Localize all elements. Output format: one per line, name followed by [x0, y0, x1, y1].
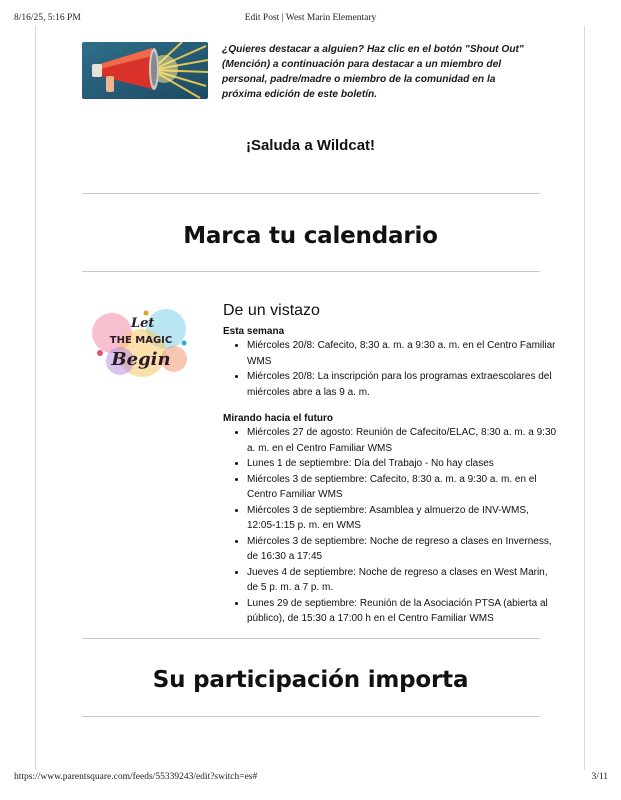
calendar-heading: Marca tu calendario [183, 223, 438, 249]
print-page-title: Edit Post | West Marin Elementary [244, 13, 377, 23]
list-item: • Miércoles 20/8: La inscripción para los programas extraescolares del miércoles abre a las 9 a. m. [247, 369, 557, 400]
divider [82, 638, 540, 639]
at-a-glance-title: De un vistazo [223, 302, 320, 319]
list-item: • Miércoles 3 de septiembre: Asamblea y almuerzo de INV-WMS, 12:05-1:15 p. m. en WMS [247, 503, 557, 534]
list-item: • Jueves 4 de septiembre: Noche de regreso a clases en West Marin, de 5 p. m. a 7 p. m. [247, 565, 557, 596]
divider [82, 716, 540, 717]
shout-out-description: ¿Quieres destacar a alguien? Haz clic en el botón "Shout Out" (Mención) a continuación para destacar a un miembro del personal, padre/madre o miembro de la comunidad en la próxima edición de este boletín. [222, 44, 524, 100]
this-week-label: Esta semana [223, 326, 285, 337]
shout-out-greeting[interactable]: ¡Saluda a Wildcat! [245, 137, 376, 154]
print-page-number: 3/11 [591, 772, 608, 782]
looking-ahead-label: Mirando hacia el futuro [223, 413, 334, 424]
image-text-begin: Begin [111, 349, 171, 370]
list-item: • Lunes 29 de septiembre: Reunión de la Asociación PTSA (abierta al público), de 15:30 a 17:00 h en el Centro Familiar WMS [247, 596, 557, 627]
print-url: https://www.parentsquare.com/feeds/55339243/edit?switch=es# [14, 772, 258, 782]
list-item: • Lunes 1 de septiembre: Día del Trabajo - No hay clases [247, 456, 557, 472]
divider [82, 271, 540, 272]
print-datetime: 8/16/25, 5:16 PM [14, 13, 81, 23]
list-item: • Miércoles 3 de septiembre: Cafecito, 8:30 a. m. a 9:30 a. m. en el Centro Familiar WMS [247, 472, 557, 503]
list-item: • Miércoles 3 de septiembre: Noche de regreso a clases en Inverness, de 16:30 a 17:45 [247, 534, 557, 565]
divider [82, 193, 540, 194]
looking-ahead-list [223, 425, 557, 627]
image-text-let: Let [131, 316, 155, 331]
list-item: • Miércoles 20/8: Cafecito, 8:30 a. m. a 9:30 a. m. en el Centro Familiar WMS [247, 338, 557, 369]
let-the-magic-begin-image [86, 303, 196, 383]
megaphone-icon [82, 42, 208, 99]
image-text-the-magic: THE MAGIC [109, 335, 173, 346]
this-week-list [223, 338, 557, 400]
participation-heading: Su participación importa [152, 667, 469, 693]
list-item: • Miércoles 27 de agosto: Reunión de Cafecito/ELAC, 8:30 a. m. a 9:30 a. m. en el Centro Familiar WMS [247, 425, 557, 456]
